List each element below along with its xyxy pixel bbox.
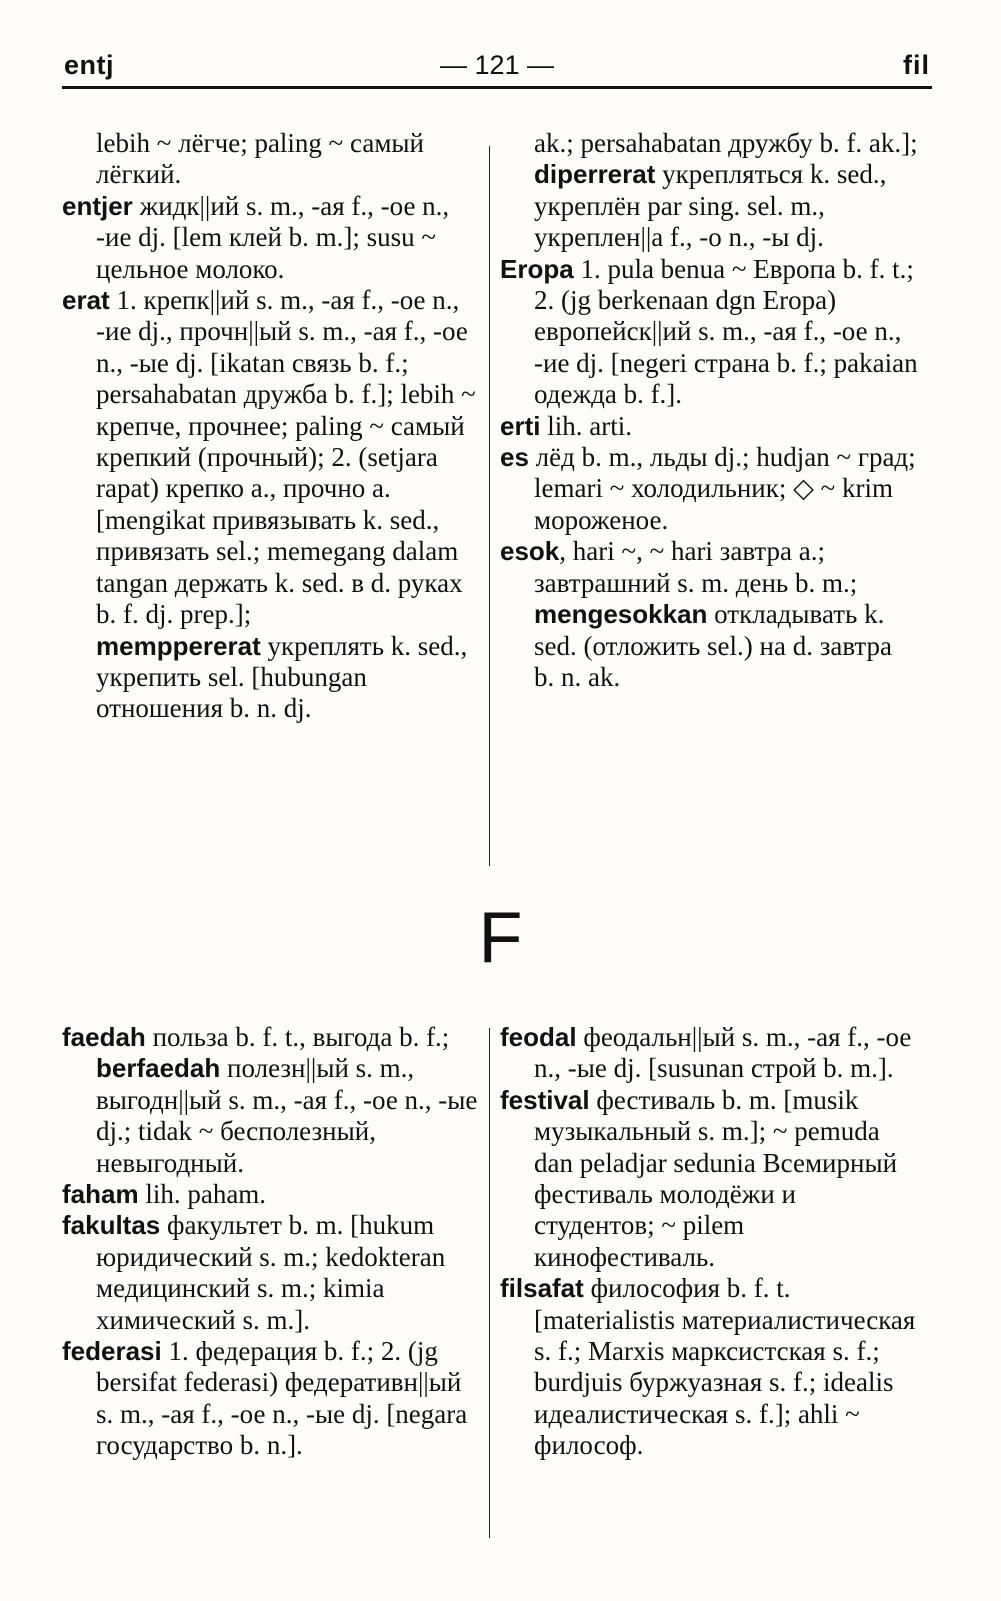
- entry-definition: lebih ~ лёгче; paling ~ самый лёгкий.: [96, 128, 425, 190]
- entry-definition: философия b. f. t. [materialistis материалистическая s. f.; Marxis марксистская s. f.; burdjuis буржуазная s. f.; idealis идеалистическая s. f.]; ahli ~ философ.: [534, 1273, 916, 1461]
- entry-definition: lih. paham.: [138, 1179, 267, 1210]
- entry-definition: укреплять k. sed., укрепить sel. [hubungan отношения b. n. dj.: [96, 630, 468, 724]
- dictionary-entry: [500, 599, 918, 693]
- left-guide-word: entj: [64, 50, 115, 80]
- headword: erat: [62, 285, 110, 316]
- left-column: [62, 1022, 480, 1462]
- headword: faham: [62, 1179, 139, 1210]
- entry-definition: польза b. f. t., выгода b. f.;: [145, 1022, 450, 1052]
- running-header: [62, 44, 932, 89]
- entry-definition: ak.; persahabatan дружбу b. f. ak.];: [534, 128, 918, 158]
- headword: berfaedah: [96, 1053, 221, 1084]
- dictionary-entry: [62, 1210, 480, 1336]
- dictionary-entry: [500, 159, 918, 253]
- headword: fakultas: [62, 1210, 161, 1241]
- dictionary-entry: [500, 442, 918, 536]
- headword: Eropa: [500, 253, 574, 284]
- dictionary-entry: [62, 1179, 480, 1210]
- headword: feodal: [500, 1022, 577, 1052]
- dictionary-entry: [500, 1022, 918, 1085]
- dictionary-entry: [62, 128, 480, 191]
- right-column: [500, 1022, 918, 1462]
- left-column: [62, 128, 480, 725]
- headword: festival: [500, 1084, 590, 1115]
- dictionary-entry: [500, 1085, 918, 1273]
- entry-definition: 1. pula benua ~ Европа b. f. t.; 2. (jg berkenaan dgn Eropa) европейск||ий s. m., -ая f., -ое n., -ие dj. [negeri страна b. f.; pakaian одежда b. f.].: [534, 253, 918, 410]
- headword: filsafat: [500, 1273, 584, 1304]
- top-columns: [62, 128, 932, 868]
- dictionary-entry: [500, 411, 918, 442]
- entry-definition: жидк||ий s. m., -ая f., -ое n., -ие dj. [lem клей b. m.]; susu ~ цельное молоко.: [96, 190, 450, 284]
- entry-definition: lih. arti.: [540, 410, 632, 441]
- headword: erti: [500, 410, 541, 441]
- headword: es: [500, 442, 529, 473]
- headword: mengesokkan: [534, 599, 708, 630]
- headword: entjer: [62, 190, 133, 221]
- headword: diperrerat: [534, 159, 656, 190]
- dictionary-entry: [500, 128, 918, 159]
- dictionary-entry: [500, 1273, 918, 1461]
- entry-definition: , hari ~, ~ hari завтра a.; завтрашний s. m. день b. m.;: [534, 536, 858, 598]
- column-divider: [489, 146, 490, 866]
- headword: federasi: [62, 1336, 162, 1367]
- dictionary-entry: [62, 1022, 480, 1053]
- headword: faedah: [62, 1022, 146, 1052]
- page-number: — 121 —: [439, 50, 555, 80]
- entry-definition: лёд b. m., льды dj.; hudjan ~ град; lemari ~ холодильник; ◇ ~ krim мороженое.: [528, 442, 916, 535]
- headword: memppererat: [96, 630, 261, 661]
- column-divider: [489, 1028, 490, 1538]
- entry-definition: полезн||ый s. m., выгодн||ый s. m., -ая f., -ое n., -ые dj.; tidak ~ бесполезный, невыгодный.: [96, 1053, 478, 1178]
- section-letter: F: [478, 898, 523, 978]
- right-column: [500, 128, 918, 693]
- entry-definition: укрепляться k. sed., укреплён par sing. sel. m., укреплен||а f., -о n., -ы dj.: [534, 159, 887, 253]
- dictionary-entry: [62, 191, 480, 285]
- dictionary-entry: [500, 254, 918, 411]
- dictionary-entry: [500, 536, 918, 599]
- dictionary-entry: [62, 1053, 480, 1179]
- entry-definition: феодальн||ый s. m., -ая f., -ое n., -ые dj. [susunan строй b. m.].: [534, 1022, 912, 1084]
- entry-definition: фестиваль b. m. [musik музыкальный s. m.]; ~ pemuda dan peladjar sedunia Всемирный фестиваль молодёжи и студентов; ~ pilem кинофестиваль.: [534, 1084, 898, 1272]
- entry-definition: факультет b. m. [hukum юридический s. m.; kedokteran медицинский s. m.; kimia химический s. m.].: [96, 1210, 446, 1335]
- right-guide-word: fil: [903, 50, 930, 80]
- headword: esok: [500, 536, 560, 567]
- entry-definition: откладывать k. sed. (отложить sel.) на d. завтра b. n. ak.: [534, 599, 893, 692]
- dictionary-entry: [62, 285, 480, 630]
- dictionary-entry: [62, 1336, 480, 1462]
- dictionary-entry: [62, 631, 480, 725]
- bottom-columns: [62, 1022, 932, 1552]
- entry-definition: 1. федерация b. f.; 2. (jg bersifat federasi) федеративн||ый s. m., -ая f., -ое n., -ые dj. [negara государство b. n.].: [96, 1336, 468, 1461]
- entry-definition: 1. крепк||ий s. m., -ая f., -ое n., -ие dj., прочн||ый s. m., -ая f., -ое n., -ые dj. [ikatan связь b. f.; persahabatan дружба b. f.]; lebih ~ крепче, прочнее; paling ~ самый крепкий (прочный); 2. (setjara rapat) крепко a., прочно a. [mengikat привязывать k. sed., привязать sel.; memegang dalam tangan держать k. sed. в d. руках b. f. dj. prep.];: [96, 285, 476, 630]
